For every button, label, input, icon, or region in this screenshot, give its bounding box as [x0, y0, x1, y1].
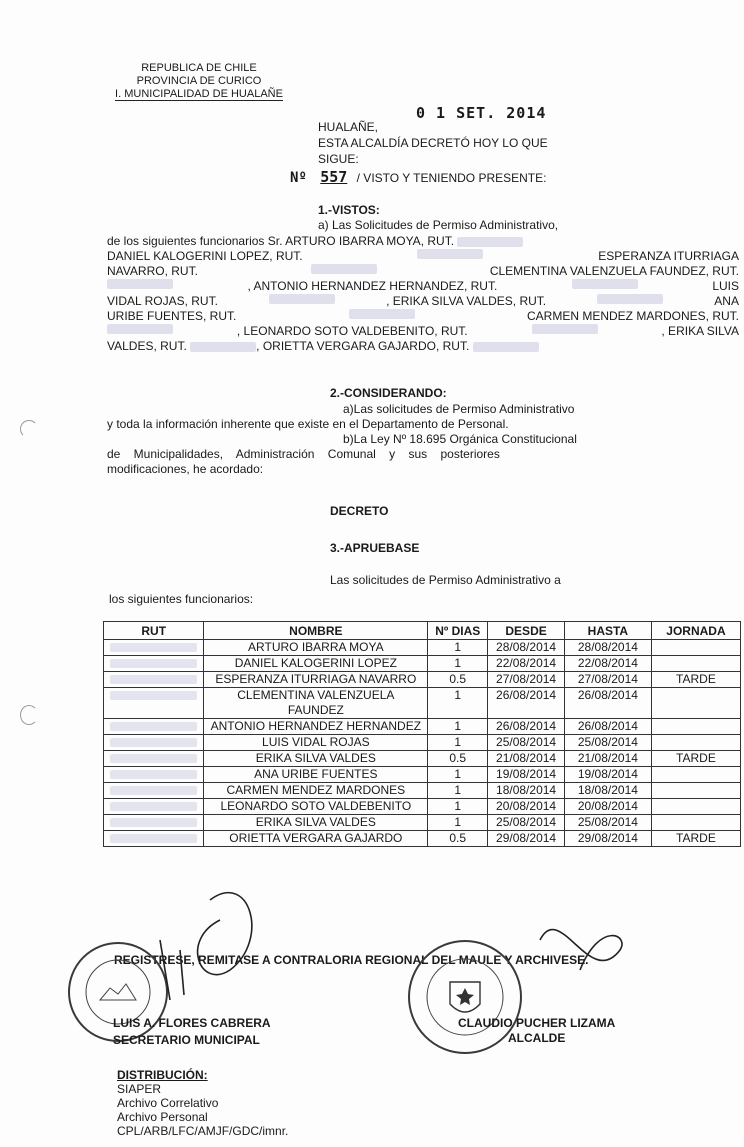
vistos-line: , ANTONIO HERNANDEZ HERNANDEZ, RUT.	[247, 279, 498, 293]
dias-cell: 1	[428, 783, 488, 799]
nombre-cell: LUIS VIDAL ROJAS	[204, 735, 428, 751]
desde-cell: 18/08/2014	[488, 783, 565, 799]
rut-cell	[104, 783, 204, 799]
col-dias: Nº DIAS	[428, 622, 488, 640]
intro-line2: ESTA ALCALDÍA DECRETÓ HOY LO QUE	[318, 136, 548, 150]
letterhead-province: PROVINCIA DE CURICO	[136, 75, 262, 87]
table-header-row	[104, 622, 741, 640]
table-row	[104, 751, 741, 767]
vistos-line: , ERIKA SILVA	[661, 324, 739, 338]
desde-cell: 25/08/2014	[488, 815, 565, 831]
col-hasta: HASTA	[564, 622, 651, 640]
rut-cell	[104, 688, 204, 719]
considerando-b1: b)La Ley Nº 18.695 Orgánica Constitucional	[343, 432, 577, 446]
desde-cell: 22/08/2014	[488, 656, 565, 672]
redacted-rut	[417, 249, 483, 259]
distribution-block	[117, 1068, 288, 1138]
desde-cell: 25/08/2014	[488, 735, 565, 751]
apruebase-title: 3.-APRUEBASE	[330, 541, 420, 555]
dias-cell: 1	[428, 719, 488, 735]
redacted-rut	[110, 770, 197, 779]
redacted-rut	[597, 294, 663, 304]
rut-cell	[104, 767, 204, 783]
considerando-b3: modificaciones, he acordado:	[107, 462, 264, 476]
jornada-cell	[651, 767, 740, 783]
table-row	[104, 799, 741, 815]
dias-cell: 0.5	[428, 751, 488, 767]
rut-cell	[104, 831, 204, 847]
redacted-rut	[107, 279, 173, 289]
hasta-cell: 19/08/2014	[564, 767, 651, 783]
vistos-line: LUIS	[712, 279, 739, 293]
signer-right-name: CLAUDIO PUCHER LIZAMA	[458, 1016, 616, 1030]
desde-cell: 29/08/2014	[488, 831, 565, 847]
letterhead-municipality: I. MUNICIPALIDAD DE HUALAÑE	[115, 88, 283, 100]
nombre-cell: ANTONIO HERNANDEZ HERNANDEZ	[204, 719, 428, 735]
desde-cell: 20/08/2014	[488, 799, 565, 815]
nombre-cell: ORIETTA VERGARA GAJARDO	[204, 831, 428, 847]
signature-strokes	[120, 880, 640, 1020]
redacted-rut	[110, 786, 197, 795]
table-row	[104, 672, 741, 688]
decree-number-line	[290, 168, 546, 186]
rut-cell	[104, 656, 204, 672]
jornada-cell	[651, 783, 740, 799]
distribution-item: SIAPER	[117, 1082, 162, 1096]
vistos-paragraph	[107, 234, 739, 354]
redacted-rut	[532, 324, 598, 334]
table-row	[104, 656, 741, 672]
table-row	[104, 735, 741, 751]
vistos-line: CLEMENTINA VALENZUELA FAUNDEZ, RUT.	[489, 264, 739, 278]
rut-cell	[104, 751, 204, 767]
rut-cell	[104, 719, 204, 735]
dias-cell: 1	[428, 767, 488, 783]
decree-number: 557	[320, 168, 348, 186]
decreto-title: DECRETO	[330, 504, 389, 518]
hole-punch-mark	[20, 705, 38, 725]
dias-cell: 1	[428, 688, 488, 719]
table-row	[104, 815, 741, 831]
vistos-line: de los siguientes funcionarios Sr. ARTURO IBARRA MOYA, RUT.	[107, 234, 455, 248]
nombre-cell: ERIKA SILVA VALDES	[204, 751, 428, 767]
table-row	[104, 640, 741, 656]
nombre-cell: CLEMENTINA VALENZUELA FAUNDEZ	[204, 688, 428, 719]
dias-cell: 1	[428, 735, 488, 751]
hasta-cell: 21/08/2014	[564, 751, 651, 767]
jornada-cell: TARDE	[651, 751, 740, 767]
hasta-cell: 25/08/2014	[564, 735, 651, 751]
considerando-a2: y toda la información inherente que existe en el Departamento de Personal.	[107, 417, 509, 431]
apruebase-p1: Las solicitudes de Permiso Administrativo a	[330, 573, 561, 587]
redacted-rut	[349, 309, 415, 319]
vistos-line: VIDAL ROJAS, RUT.	[107, 294, 218, 308]
table-row	[104, 719, 741, 735]
intro-line3: SIGUE:	[318, 152, 359, 166]
hasta-cell: 28/08/2014	[564, 640, 651, 656]
redacted-rut	[110, 834, 197, 843]
vistos-line: , ORIETTA VERGARA GAJARDO, RUT.	[256, 339, 470, 353]
rut-cell	[104, 799, 204, 815]
considerando-a1: a)Las solicitudes de Permiso Administrativo	[343, 402, 575, 416]
dias-cell: 0.5	[428, 831, 488, 847]
distribution-item: Archivo Correlativo	[117, 1096, 219, 1110]
vistos-line: ANA	[714, 294, 739, 308]
rut-cell	[104, 640, 204, 656]
hasta-cell: 20/08/2014	[564, 799, 651, 815]
col-desde: DESDE	[488, 622, 565, 640]
hasta-cell: 18/08/2014	[564, 783, 651, 799]
redacted-rut	[110, 643, 197, 652]
hasta-cell: 29/08/2014	[564, 831, 651, 847]
hasta-cell: 26/08/2014	[564, 688, 651, 719]
table-row	[104, 783, 741, 799]
jornada-cell	[651, 688, 740, 719]
redacted-rut	[110, 754, 197, 763]
col-rut: RUT	[104, 622, 204, 640]
desde-cell: 26/08/2014	[488, 719, 565, 735]
permits-table	[103, 621, 741, 847]
col-jornada: JORNADA	[651, 622, 740, 640]
decree-no-label: Nº	[290, 170, 307, 186]
intro-place: HUALAÑE,	[318, 120, 379, 134]
redacted-rut	[110, 818, 197, 827]
nombre-cell: ESPERANZA ITURRIAGA NAVARRO	[204, 672, 428, 688]
col-nombre: NOMBRE	[204, 622, 428, 640]
jornada-cell	[651, 719, 740, 735]
jornada-cell: TARDE	[651, 672, 740, 688]
apruebase-p2: los siguientes funcionarios:	[109, 592, 254, 606]
dias-cell: 1	[428, 815, 488, 831]
jornada-cell	[651, 640, 740, 656]
vistos-line: ESPERANZA ITURRIAGA	[598, 249, 739, 263]
vistos-a-first: a) Las Solicitudes de Permiso Administrativo,	[318, 218, 559, 232]
desde-cell: 27/08/2014	[488, 672, 565, 688]
signature-secretario-marks	[160, 940, 184, 1000]
table-row	[104, 831, 741, 847]
redacted-rut	[190, 342, 256, 352]
jornada-cell: TARDE	[651, 831, 740, 847]
vistos-line: URIBE FUENTES, RUT.	[107, 309, 237, 323]
nombre-cell: ARTURO IBARRA MOYA	[204, 640, 428, 656]
nombre-cell: LEONARDO SOTO VALDEBENITO	[204, 799, 428, 815]
redacted-rut	[110, 722, 197, 731]
distribution-item: Archivo Personal	[117, 1110, 208, 1124]
redacted-rut	[110, 675, 197, 684]
redacted-rut	[107, 324, 173, 334]
desde-cell: 28/08/2014	[488, 640, 565, 656]
hole-punch-mark	[20, 420, 38, 438]
vistos-title: 1.-VISTOS:	[318, 203, 380, 217]
signature-alcalde	[540, 929, 622, 970]
letterhead	[104, 62, 294, 101]
jornada-cell	[651, 656, 740, 672]
signer-right-title: ALCALDE	[508, 1031, 566, 1045]
redacted-rut	[110, 691, 197, 700]
redacted-rut	[311, 264, 377, 274]
redacted-rut	[110, 802, 197, 811]
visto-heading: / VISTO Y TENIENDO PRESENTE:	[356, 171, 547, 185]
distribution-item: CPL/ARB/LFC/AMJF/GDC/imnr.	[117, 1124, 289, 1138]
desde-cell: 19/08/2014	[488, 767, 565, 783]
dias-cell: 1	[428, 799, 488, 815]
nombre-cell: ERIKA SILVA VALDES	[204, 815, 428, 831]
desde-cell: 21/08/2014	[488, 751, 565, 767]
vistos-line: CARMEN MENDEZ MARDONES, RUT.	[526, 309, 739, 323]
signature-secretario	[198, 893, 252, 975]
redacted-rut	[457, 237, 523, 247]
hasta-cell: 26/08/2014	[564, 719, 651, 735]
vistos-line: , ERIKA SILVA VALDES, RUT.	[386, 294, 547, 308]
dias-cell: 1	[428, 656, 488, 672]
redacted-rut	[269, 294, 335, 304]
rut-cell	[104, 815, 204, 831]
table-row	[104, 767, 741, 783]
considerando-b2: de Municipalidades, Administración Comunal y sus posteriores	[107, 447, 500, 461]
considerando-title: 2.-CONSIDERANDO:	[330, 386, 447, 400]
hasta-cell: 22/08/2014	[564, 656, 651, 672]
jornada-cell	[651, 799, 740, 815]
signer-left-name: LUIS A. FLORES CABRERA	[113, 1016, 271, 1030]
letterhead-country: REPUBLICA DE CHILE	[141, 62, 257, 74]
vistos-line: NAVARRO, RUT.	[107, 264, 198, 278]
vistos-line: DANIEL KALOGERINI LOPEZ, RUT.	[107, 249, 303, 263]
hasta-cell: 27/08/2014	[564, 672, 651, 688]
dias-cell: 0.5	[428, 672, 488, 688]
redacted-rut	[110, 659, 197, 668]
considerando-paragraph	[107, 402, 739, 477]
vistos-line: , LEONARDO SOTO VALDEBENITO, RUT.	[236, 324, 468, 338]
redacted-rut	[473, 342, 539, 352]
intro-block	[318, 119, 548, 167]
signer-left-title: SECRETARIO MUNICIPAL	[113, 1033, 260, 1047]
nombre-cell: DANIEL KALOGERINI LOPEZ	[204, 656, 428, 672]
nombre-cell: ANA URIBE FUENTES	[204, 767, 428, 783]
jornada-cell	[651, 735, 740, 751]
dias-cell: 1	[428, 640, 488, 656]
desde-cell: 26/08/2014	[488, 688, 565, 719]
rut-cell	[104, 735, 204, 751]
redacted-rut	[110, 738, 197, 747]
distribution-title: DISTRIBUCIÓN:	[117, 1068, 208, 1082]
table-row	[104, 688, 741, 719]
hasta-cell: 25/08/2014	[564, 815, 651, 831]
jornada-cell	[651, 815, 740, 831]
date-stamp: 0 1 SET. 2014	[416, 104, 547, 122]
redacted-rut	[572, 279, 638, 289]
closing-line: REGISTRESE, REMITASE A CONTRALORIA REGIONAL DEL MAULE Y ARCHIVESE.	[114, 953, 589, 967]
rut-cell	[104, 672, 204, 688]
nombre-cell: CARMEN MENDEZ MARDONES	[204, 783, 428, 799]
vistos-line: VALDES, RUT.	[107, 339, 187, 353]
